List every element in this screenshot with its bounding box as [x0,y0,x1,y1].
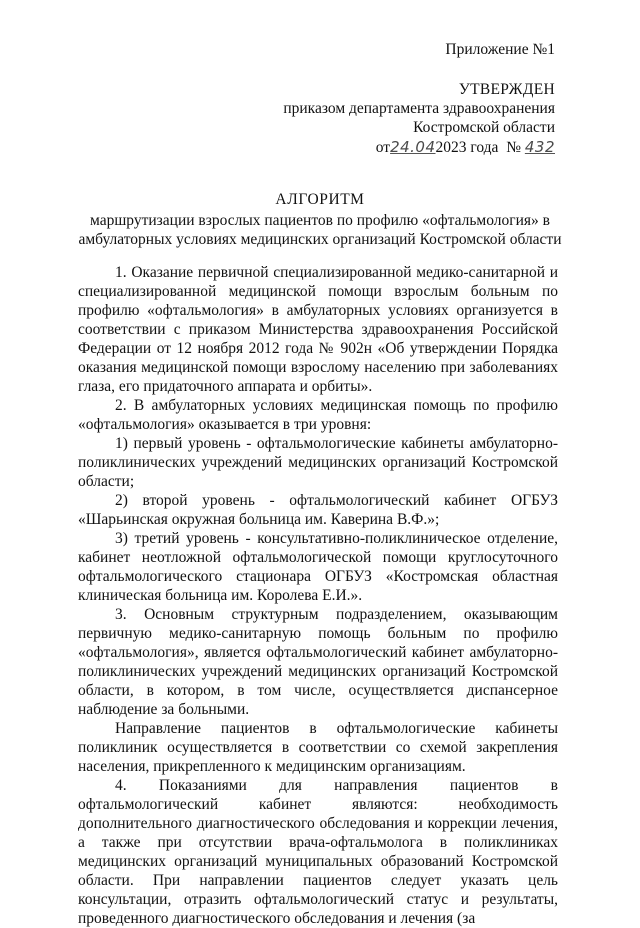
approval-stamp-title: УТВЕРЖДЕН [458,81,555,98]
order-date-handwritten: 24.04 [390,138,436,156]
order-issuer-line2: Костромской области [413,119,555,136]
appendix-label: Приложение №1 [445,41,555,58]
paragraph-4: 4. Показаниями для направления пациентов в офтальмологический кабинет являются: необходимость дополнительного диагностического обследования и коррекции лечения, а также при отсутствии врача-офтальмолога в поликлиниках медицинских организаций муниципальных образований Костромской области. При направлении пациентов следует указать цель консультации, отразить офтальмологический статус и результаты, проведенного диагностического обследования и лечения (за [78,777,558,927]
order-year: 2023 года [435,139,499,156]
order-number-handwritten: 432 [524,138,555,156]
order-prefix: от [375,139,391,156]
paragraph-2: 2. В амбулаторных условиях медицинская помощь по профилю «офтальмология» оказывается в три уровня: [78,397,558,433]
order-issuer-line1: приказом департамента здравоохранения [283,100,555,117]
paragraph-referral: Направление пациентов в офтальмологические кабинеты поликлиник осуществляется в соответствии со схемой закрепления населения, прикрепленного к медицинским организациям. [78,720,558,775]
order-date-number-line [376,137,555,158]
paragraph-1: 1. Оказание первичной специализированной медико-санитарной и специализированной медицинской помощи взрослым больным по профилю «офтальмология» в амбулаторных условиях организуется в соответствии с приказом Министерства здравоохранения Российской Федерации от 12 ноября 2012 года № 902н «Об утверждении Порядка оказания медицинской помощи взрослому населению при заболеваниях глаза, его придаточного аппарата и орбиты». [78,264,558,395]
document-title: АЛГОРИТМ [275,191,365,208]
list-item-level-3: 3) третий уровень - консультативно-поликлиническое отделение, кабинет неотложной офтальмологической помощи круглосуточного офтальмологического стационара ОГБУЗ «Костромская областная клиническая больница им. Королева Е.И.». [78,530,558,604]
list-item-level-1: 1) первый уровень - офтальмологические кабинеты амбулаторно-поликлинических учреждений медицинских организаций Костромской области; [78,435,558,490]
document-body [78,263,558,928]
document-subtitle-line1: маршрутизации взрослых пациентов по профилю «офтальмология» в [90,212,550,229]
paragraph-3: 3. Основным структурным подразделением, оказывающим первичную медико-санитарную помощь больным по профилю «офтальмология», является офтальмологический кабинет амбулаторно-поликлинических учреждений медицинских организаций Костромской области, в котором, в том числе, осуществляется диспансерное наблюдение за больными. [78,606,558,718]
document-subtitle-line2: амбулаторных условиях медицинских организаций Костромской области [78,231,562,248]
order-number-prefix: № [506,139,521,156]
list-item-level-2: 2) второй уровень - офтальмологический кабинет ОГБУЗ «Шарьинская окружная больница им. Каверина В.Ф.»; [78,492,558,528]
